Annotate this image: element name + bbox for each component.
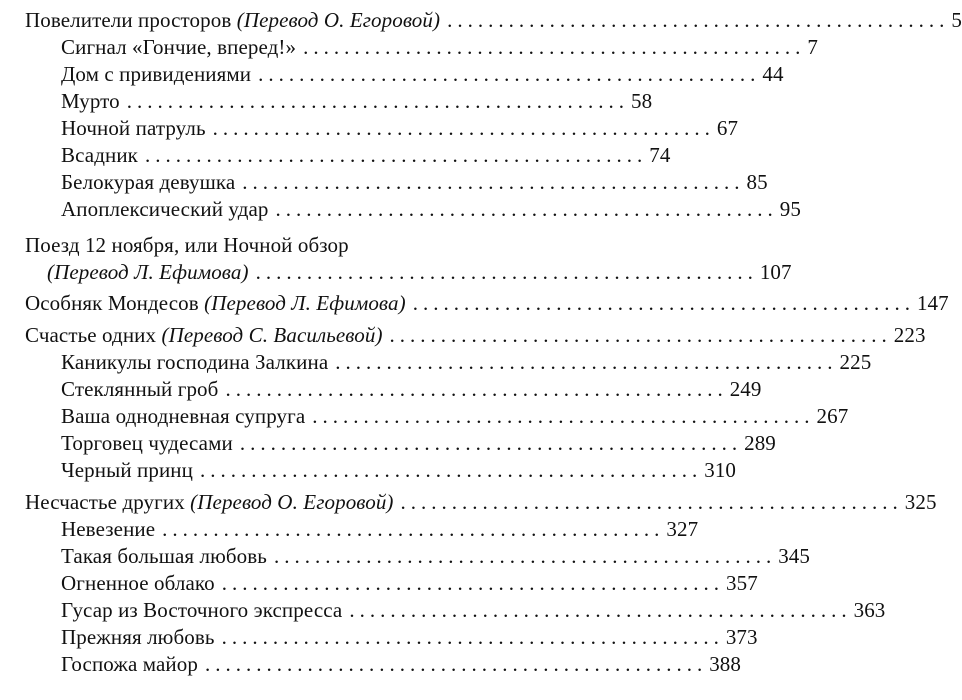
entry-title: Гусар из Восточного экспресса [61,598,343,622]
translator-credit: (Перевод Л. Ефимова) [47,260,249,284]
entry-title: Госпожа майор [61,652,198,676]
page-number: 310 [704,458,737,482]
dot-leader: ................................................. [312,404,815,428]
page-number: 345 [778,544,811,568]
page-number: 327 [666,517,699,541]
dot-leader: ................................................. [212,116,715,140]
page-number: 225 [839,350,872,374]
entry-title: Ночной патруль [61,116,206,140]
page-number: 107 [759,260,792,284]
entry-title: Такая большая любовь [61,544,267,568]
entry-title: Стеклянный гроб [61,377,219,401]
dot-leader: ................................................. [255,260,758,284]
entry-title: Мурто [61,89,120,113]
toc-section-heading [25,7,962,34]
dot-leader: ................................................. [258,62,761,86]
toc-entry [61,88,653,115]
dot-leader: ................................................. [400,490,903,514]
dot-leader: ................................................. [275,197,778,221]
dot-leader: ................................................. [349,598,852,622]
toc-section-heading [25,232,595,259]
dot-leader: ................................................. [273,544,777,568]
entry-title: Торговец чудесами [61,431,233,455]
dot-leader: ................................................. [239,431,743,455]
toc-entry [61,403,849,430]
entry-title: Апоплексический удар [61,197,269,221]
page-number: 44 [762,62,784,86]
page-number: 267 [816,404,849,428]
toc-entry [61,349,872,376]
page-number: 363 [853,598,886,622]
dot-leader: ................................................. [204,652,708,676]
page-number: 223 [893,323,926,347]
entry-title: Дом с привидениями [61,62,252,86]
page-number: 388 [709,652,742,676]
toc-entry [61,597,886,624]
entry-title: Невезение [61,517,156,541]
toc-entry [61,570,758,597]
page-number: 5 [951,8,962,32]
entry-title: Всадник [61,143,138,167]
entry-title: Черный принц [61,458,193,482]
dot-leader: ................................................. [162,517,665,541]
page-number: 85 [746,170,768,194]
toc-entry [61,115,739,142]
dot-leader: ................................................. [199,458,703,482]
toc-entry [61,543,811,570]
entry-title: Сигнал «Гончие, вперед!» [61,35,297,59]
dot-leader: ................................................. [335,350,838,374]
section-title: Счастье одних (Перевод С. Васильевой) [25,323,383,347]
page-number: 67 [716,116,739,140]
toc-entry [61,430,776,457]
toc-section-heading [25,290,949,317]
page-number: 95 [779,197,801,221]
translator-credit: (Перевод О. Егоровой) [236,8,441,32]
section-title: Поезд 12 ноября, или Ночной обзор [25,233,349,257]
dot-leader: ................................................. [447,8,950,32]
toc-section-heading [25,322,926,349]
translator-credit: (Перевод Л. Ефимова) [204,291,406,315]
toc-entry [61,196,801,223]
toc-section-heading [25,489,937,516]
entry-title: Огненное облако [61,571,215,595]
page-number: 58 [631,89,653,113]
page-number: 74 [649,143,671,167]
translator-credit: (Перевод С. Васильевой) [161,323,383,347]
dot-leader: ................................................. [242,170,745,194]
page-number: 147 [916,291,949,315]
toc-entry [61,34,818,61]
translator-credit: (Перевод О. Егоровой) [190,490,394,514]
section-title: Повелители просторов (Перевод О. Егоровой) [25,8,441,32]
entry-title: Белокурая девушка [61,170,236,194]
dot-leader: ................................................. [225,377,728,401]
dot-leader: ................................................. [144,143,648,167]
page-number: 289 [744,431,776,455]
page-number: 325 [904,490,937,514]
dot-leader: ................................................. [389,323,892,347]
toc-entry [61,457,737,484]
section-title: Несчастье других (Перевод О. Егоровой) [25,490,394,514]
toc-entry [61,61,784,88]
toc-section-heading-continuation [47,259,792,286]
page-number: 249 [729,377,762,401]
toc-entry [61,516,699,543]
toc-entry [61,624,758,651]
entry-title: Прежняя любовь [61,625,215,649]
page-number: 357 [726,571,758,595]
section-title: Особняк Мондесов (Перевод Л. Ефимова) [25,291,406,315]
dot-leader: ................................................. [221,625,724,649]
page-number: 373 [725,625,758,649]
toc-entry [61,651,742,678]
dot-leader: ................................................. [412,291,915,315]
page-number: 7 [807,35,818,59]
dot-leader: ................................................. [221,571,724,595]
dot-leader: ................................................. [126,89,630,113]
toc-entry [61,142,671,169]
toc-entry [61,376,762,403]
entry-title: Каникулы господина Залкина [61,350,329,374]
entry-title: Ваша однодневная супруга [61,404,306,428]
toc-entry [61,169,768,196]
dot-leader: ................................................. [303,35,806,59]
